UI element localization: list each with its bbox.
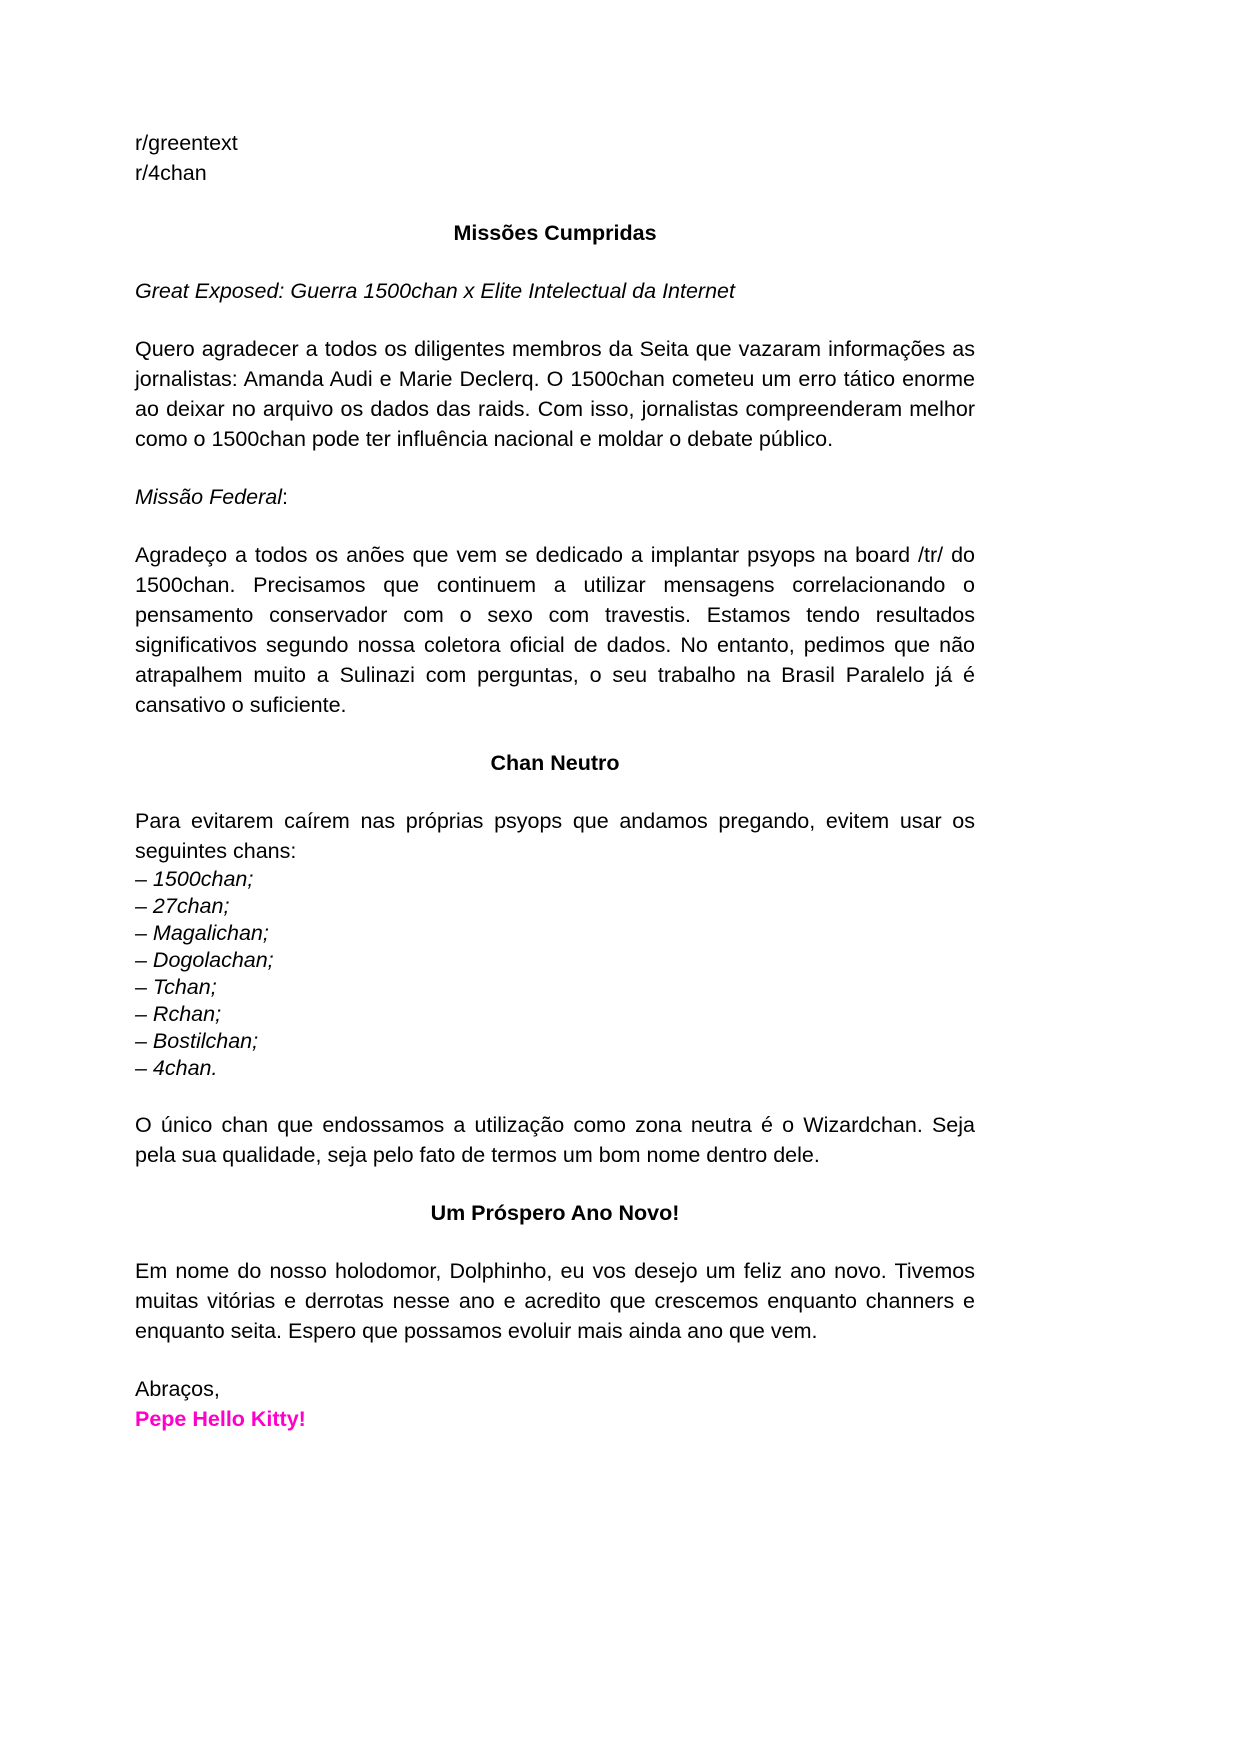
spacer [135, 720, 975, 748]
header-line-subreddit-greentext: r/greentext [135, 131, 238, 155]
spacer [135, 1082, 975, 1110]
spacer [135, 248, 975, 276]
heading-chan-neutro: Chan Neutro [490, 751, 620, 775]
spacer [135, 778, 975, 806]
spacer [135, 1346, 975, 1374]
spacer [135, 306, 975, 334]
list-item: – Dogolachan; [135, 948, 274, 972]
spacer [135, 454, 975, 482]
spacer [135, 1170, 975, 1198]
list-item: – 27chan; [135, 894, 230, 918]
list-item: – 4chan. [135, 1056, 218, 1080]
paragraph-wizardchan: O único chan que endossamos a utilização como zona neutra é o Wizardchan. Seja pela sua qualidade, seja pelo fato de termos um bom nome dentro dele. [135, 1113, 975, 1167]
list-item: – Tchan; [135, 975, 217, 999]
page-subtitle: Great Exposed: Guerra 1500chan x Elite Intelectual da Internet [135, 279, 735, 303]
page-title: Missões Cumpridas [453, 221, 657, 245]
spacer [135, 1228, 975, 1256]
header-line-subreddit-4chan: r/4chan [135, 161, 207, 185]
paragraph-ano-novo: Em nome do nosso holodomor, Dolphinho, eu vos desejo um feliz ano novo. Tivemos muitas vitórias e derrotas nesse ano e acredito que crescemos enquanto channers e enquanto seita. Espero que possamos evoluir mais ainda ano que vem. [135, 1259, 975, 1343]
list-item: – 1500chan; [135, 867, 254, 891]
paragraph-intro: Quero agradecer a todos os diligentes membros da Seita que vazaram informações as jornalistas: Amanda Audi e Marie Declerq. O 1500chan cometeu um erro tático enorme ao deixar no arquivo os dados das raids. Com isso, jornalistas compreenderam melhor como o 1500chan pode ter influência nacional e moldar o debate público. [135, 337, 975, 451]
list-item: – Rchan; [135, 1002, 222, 1026]
section-label-missao-federal [135, 482, 975, 512]
paragraph-missao-federal: Agradeço a todos os anões que vem se dedicado a implantar psyops na board /tr/ do 1500chan. Precisamos que continuem a utilizar mensagens correlacionando o pensamento conservador com o sexo com travestis. Estamos tendo resultados significativos segundo nossa coletora oficial de dados. No entanto, pedimos que não atrapalhem muito a Sulinazi com perguntas, o seu trabalho na Brasil Paralelo já é cansativo o suficiente. [135, 543, 975, 717]
document-body [135, 128, 975, 1434]
closing-line: Abraços, [135, 1377, 220, 1401]
section-label-text: Missão Federal [135, 485, 282, 509]
spacer [135, 512, 975, 540]
spacer [135, 188, 975, 218]
list-item: – Magalichan; [135, 921, 269, 945]
section-label-colon: : [281, 485, 288, 509]
signature-line: Pepe Hello Kitty! [135, 1407, 306, 1431]
heading-ano-novo: Um Próspero Ano Novo! [430, 1201, 680, 1225]
paragraph-chan-neutro: Para evitarem caírem nas próprias psyops que andamos pregando, evitem usar os seguintes chans: [135, 809, 975, 863]
list-item: – Bostilchan; [135, 1029, 259, 1053]
